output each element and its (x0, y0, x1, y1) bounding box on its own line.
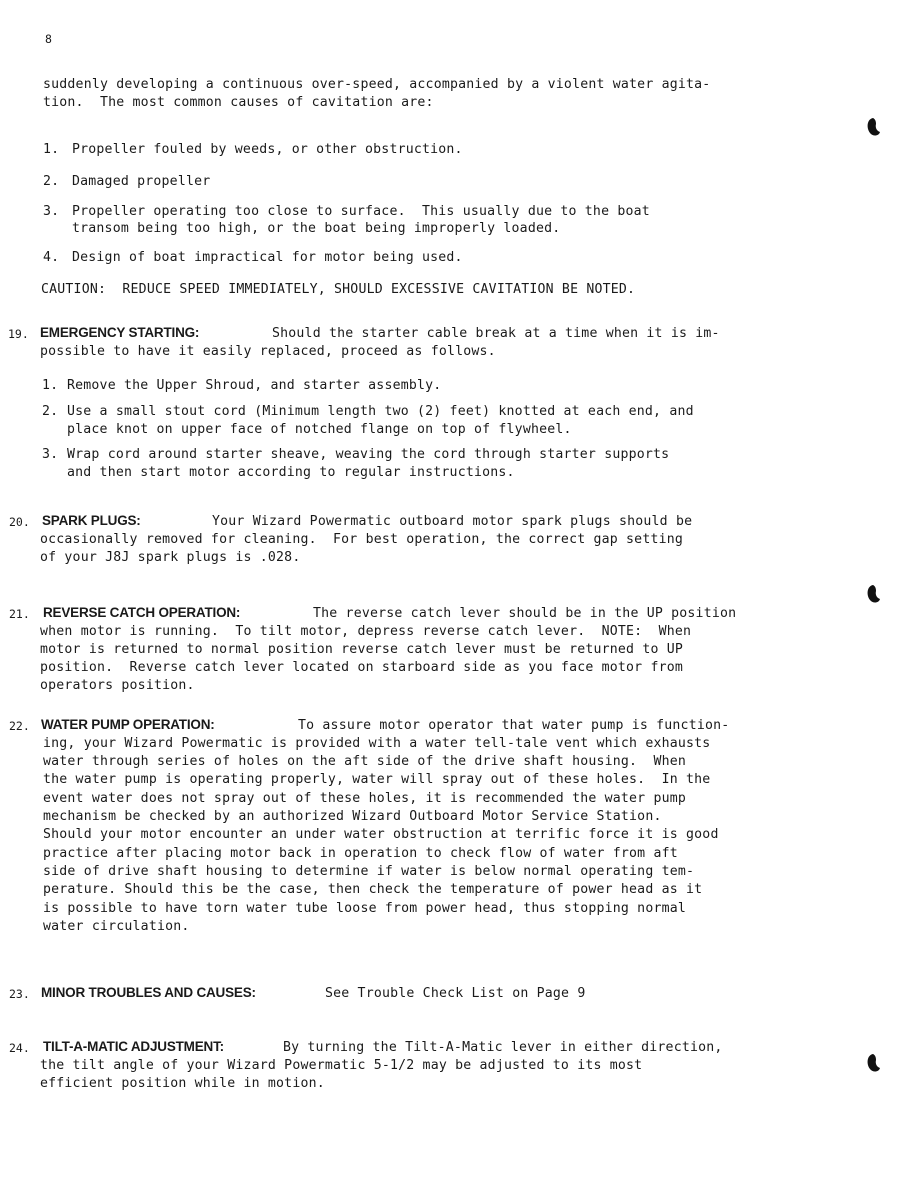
section-heading: WATER PUMP OPERATION: (41, 717, 215, 732)
binder-hole-icon (864, 583, 882, 605)
section-number: 21. (9, 607, 30, 621)
section-text: the tilt angle of your Wizard Powermatic 5-1/2 may be adjusted to its most (40, 1058, 643, 1073)
section-heading: REVERSE CATCH OPERATION: (43, 605, 241, 620)
list-item-number: 4. (43, 250, 60, 265)
list-item-number: 2. (43, 174, 60, 189)
section-text: water through series of holes on the aft side of the drive shaft housing. When (43, 754, 687, 769)
list-item-text: Damaged propeller (72, 174, 211, 189)
section-heading: SPARK PLUGS: (42, 513, 141, 528)
section-text: Should the starter cable break at a time when it is im- (272, 326, 720, 341)
section-text: ing, your Wizard Powermatic is provided with a water tell-tale vent which exhausts (43, 736, 711, 751)
section-text: perature. Should this be the case, then check the temperature of power head as it (43, 882, 703, 897)
list-item-text: Propeller fouled by weeds, or other obstruction. (72, 142, 463, 157)
section-text: side of drive shaft housing to determine if water is below normal operating tem- (43, 864, 695, 879)
section-text: By turning the Tilt-A-Matic lever in either direction, (283, 1040, 723, 1055)
section-text: occasionally removed for cleaning. For best operation, the correct gap setting (40, 532, 684, 547)
list-item-text: transom being too high, or the boat being improperly loaded. (72, 221, 561, 236)
section-text: efficient position while in motion. (40, 1076, 325, 1091)
section-text: mechanism be checked by an authorized Wizard Outboard Motor Service Station. (43, 809, 662, 824)
section-text: event water does not spray out of these holes, it is recommended the water pump (43, 791, 687, 806)
intro-line: suddenly developing a continuous over-speed, accompanied by a violent water agita- (43, 77, 711, 92)
section-number: 22. (9, 719, 30, 733)
section-number: 23. (9, 987, 30, 1001)
section-text: the water pump is operating properly, water will spray out of these holes. In the (43, 772, 711, 787)
binder-hole-icon (864, 1052, 882, 1074)
section-text: motor is returned to normal position reverse catch lever must be returned to UP (40, 642, 684, 657)
section-text: Should your motor encounter an under water obstruction at terrific force it is good (43, 827, 719, 842)
section-text: See Trouble Check List on Page 9 (325, 986, 586, 1001)
section-text: when motor is running. To tilt motor, depress reverse catch lever. NOTE: When (40, 624, 692, 639)
intro-line: tion. The most common causes of cavitation are: (43, 95, 434, 110)
section-number: 24. (9, 1041, 30, 1055)
list-item-number: 1. (42, 378, 59, 393)
section-heading: EMERGENCY STARTING: (40, 325, 200, 340)
list-item-text: Design of boat impractical for motor being used. (72, 250, 463, 265)
section-number: 19. (8, 327, 29, 341)
section-heading: MINOR TROUBLES AND CAUSES: (41, 985, 256, 1000)
list-item-number: 1. (43, 142, 60, 157)
section-text: position. Reverse catch lever located on starboard side as you face motor from (40, 660, 684, 675)
list-item-number: 2. (42, 404, 59, 419)
list-item-text: and then start motor according to regular instructions. (67, 465, 515, 480)
binder-hole-icon (864, 116, 882, 138)
list-item-text: Wrap cord around starter sheave, weaving the cord through starter supports (67, 447, 670, 462)
section-text: is possible to have torn water tube loose from power head, thus stopping normal (43, 901, 687, 916)
list-item-number: 3. (43, 204, 60, 219)
section-text: operators position. (40, 678, 195, 693)
caution-text: CAUTION: REDUCE SPEED IMMEDIATELY, SHOULD EXCESSIVE CAVITATION BE NOTED. (41, 282, 636, 297)
section-text: Your Wizard Powermatic outboard motor spark plugs should be (212, 514, 693, 529)
list-item-text: Use a small stout cord (Minimum length two (2) feet) knotted at each end, and (67, 404, 694, 419)
list-item-text: place knot on upper face of notched flange on top of flywheel. (67, 422, 572, 437)
section-text: water circulation. (43, 919, 190, 934)
page-number: 8 (45, 32, 52, 46)
list-item-text: Remove the Upper Shroud, and starter assembly. (67, 378, 442, 393)
section-text: of your J8J spark plugs is .028. (40, 550, 301, 565)
section-heading: TILT-A-MATIC ADJUSTMENT: (43, 1039, 224, 1054)
section-text: possible to have it easily replaced, proceed as follows. (40, 344, 496, 359)
section-number: 20. (9, 515, 30, 529)
list-item-number: 3. (42, 447, 59, 462)
section-text: The reverse catch lever should be in the UP position (313, 606, 737, 621)
section-text: To assure motor operator that water pump is function- (298, 718, 730, 733)
section-text: practice after placing motor back in operation to check flow of water from aft (43, 846, 678, 861)
list-item-text: Propeller operating too close to surface. This usually due to the boat (72, 204, 650, 219)
